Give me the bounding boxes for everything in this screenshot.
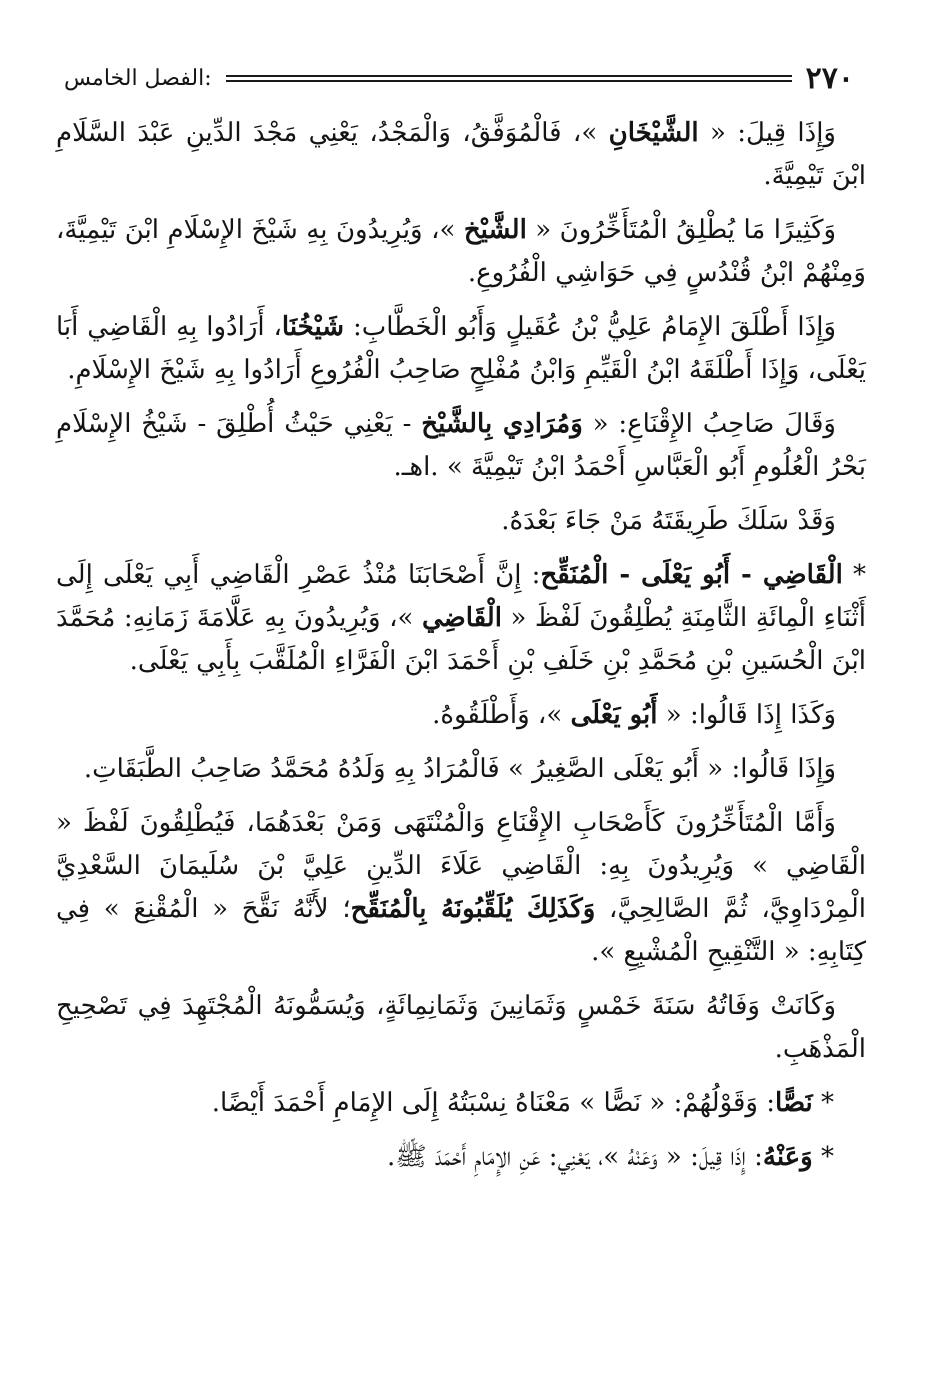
- paragraph: [56, 500, 866, 543]
- bold-term: نَصًّا: [775, 1088, 813, 1118]
- bold-term: الْقَاضِي: [421, 603, 502, 633]
- bold-term: الشَّيْخَانِ: [608, 118, 699, 148]
- page-number: ٢٧٠: [805, 60, 854, 96]
- paragraph: [56, 209, 866, 295]
- text-run: وَكَانَتْ وَفَاتُهُ سَنَةَ خَمْسٍ وَثَمَانِينَ وَثَمَانِمِائَةٍ، وَيُسَمُّونَهُ الْمُجْتَهِدَ فِي تَصْحِيحِ الْمَذْهَبِ.: [56, 991, 866, 1064]
- chapter-title: الفصل الخامس:: [64, 65, 212, 91]
- text-run: »، فَالْمُوَفَّقُ، وَالْمَجْدُ، يَعْنِي مَجْدَ الدِّينِ عَبْدَ السَّلَامِ ابْنَ تَيْمِيَّةَ.: [56, 118, 866, 191]
- paragraph: [56, 985, 866, 1071]
- paragraph: [56, 1136, 866, 1179]
- text-run: ؛ لأَنَّهُ نَقَّحَ « الْمُقْنِعَ » فِي كِتَابِهِ: « التَّنْقِيحِ الْمُشْبِعِ ».: [56, 894, 866, 967]
- text-run: وَقَالَ صَاحِبُ الإِقْنَاعِ: «: [582, 409, 836, 439]
- text-run: *: [842, 560, 866, 590]
- text-run: »، وَأَطْلَقُوهُ.: [432, 700, 571, 730]
- text-run: : إِنَّ أَصْحَابَنَا مُنْذُ عَصْرِ الْقَاضِي أَبِي يَعْلَى إِلَى أَثْنَاءِ الْمِائَةِ الثَّامِنَةِ يُطْلِقُونَ لَفْظَ «: [56, 560, 866, 633]
- text-run: - يَعْنِي حَيْثُ أُطْلِقَ - شَيْخُ الإِسْلَامِ بَحْرُ الْعُلُومِ أَبُو الْعَبَّاسِ أَحْمَدُ ابْنُ تَيْمِيَّةَ » .اهـ.: [56, 409, 866, 482]
- text-run: وَكَذَا إِذَا قَالُوا: «: [657, 700, 836, 730]
- text-run: »، وَيُرِيدُونَ بِهِ شَيْخَ الإِسْلَامِ ابْنَ تَيْمِيَّةَ، وَمِنْهُمْ ابْنُ قُنْدُسٍ فِي حَوَاشِي الْفُرُوعِ.: [56, 215, 866, 288]
- text-run: وَأَمَّا الْمُتَأَخِّرُونَ كَأَصْحَابِ الإِقْنَاعِ وَالْمُنْتَهَى وَمَنْ بَعْدَهُمَا، فَيُطْلِقُونَ لَفْظَ « الْقَاضِي » وَيُرِيدُونَ بِهِ: الْقَاضِي عَلَاءَ الدِّينِ عَلِيَّ بْنَ سُلَيمَانَ السَّعْدِيَّ الْمِرْدَاوِيَّ، ثُمَّ الصَّالِحِيَّ،: [56, 808, 866, 924]
- paragraph: [56, 112, 866, 198]
- text-run: وَقَدْ سَلَكَ طَرِيقَتَهُ مَنْ جَاءَ بَعْدَهُ.: [501, 506, 836, 536]
- bold-term: شَيْخُنَا: [281, 312, 345, 342]
- text-run: وَإِذَا قِيلَ: «: [698, 118, 836, 148]
- bold-term: الشَّيْخ: [463, 215, 527, 245]
- header-rule: [226, 75, 792, 82]
- paragraph: [56, 1082, 866, 1125]
- page-header: [64, 60, 854, 96]
- paragraph: [56, 694, 866, 737]
- paragraph: [56, 306, 866, 392]
- text-run: وَإِذَا أَطْلَقَ الإِمَامُ عَلِيُّ بْنُ عُقَيلٍ وَأَبُو الْخَطَّابِ:: [344, 312, 836, 342]
- text-run: وَكَثِيرًا مَا يُطْلِقُ الْمُتَأَخِّرُونَ «: [526, 215, 837, 245]
- bold-term: وَعَنْهُ: [762, 1142, 813, 1172]
- text-run: *: [812, 1142, 834, 1172]
- bold-term: وَمُرَادِي بِالشَّيْخ: [421, 409, 583, 439]
- text-run: : إِذَا قِيلَ: « وَعَنْهُ »، يَعْنِي: عَنِ الإِمَامِ أَحْمَدَ ﷺ.: [386, 1142, 763, 1172]
- text-run: : وَقَوْلُهُمْ: « نَصًّا » مَعْنَاهُ نِسْبَتُهُ إِلَى الإِمَامِ أَحْمَدَ أَيْضًا.: [211, 1088, 776, 1118]
- text-run: وَإِذَا قَالُوا: « أَبُو يَعْلَى الصَّغِيرُ » فَالْمُرَادُ بِهِ وَلَدُهُ مُحَمَّدُ صَاحِبُ الطَّبَقَاتِ.: [83, 754, 836, 784]
- paragraph: [56, 403, 866, 489]
- paragraph: [56, 554, 866, 683]
- text-run: ، أَرَادُوا بِهِ الْقَاضِي أَبَا يَعْلَى، وَإِذَا أَطْلَقَهُ ابْنُ الْقَيِّمِ وَابْنُ مُفْلِحٍ صَاحِبُ الْفُرُوعِ أَرَادُوا بِهِ شَيْخَ الإِسْلَامِ.: [56, 312, 866, 385]
- bold-term: أَبُو يَعْلَى: [570, 700, 658, 730]
- paragraph: [56, 748, 866, 791]
- paragraph: [56, 802, 866, 974]
- bold-term: الْقَاضِي - أَبُو يَعْلَى - الْمُنَقِّح: [540, 560, 843, 590]
- page-body: [56, 112, 866, 1190]
- text-run: *: [812, 1088, 834, 1118]
- text-run: »، وَيُرِيدُونَ بِهِ عَلَّامَةَ زَمَانِهِ: مُحَمَّدَ ابْنَ الْحُسَينِ بْنِ مُحَمَّدِ بْنِ خَلَفِ بْنِ أَحْمَدَ ابْنَ الْفَرَّاءِ الْمُلَقَّبَ بِأَبِي يَعْلَى.: [56, 603, 866, 676]
- bold-term: وَكَذَلِكَ يُلَقِّبُونَهُ بِالْمُنَقِّح: [350, 894, 596, 924]
